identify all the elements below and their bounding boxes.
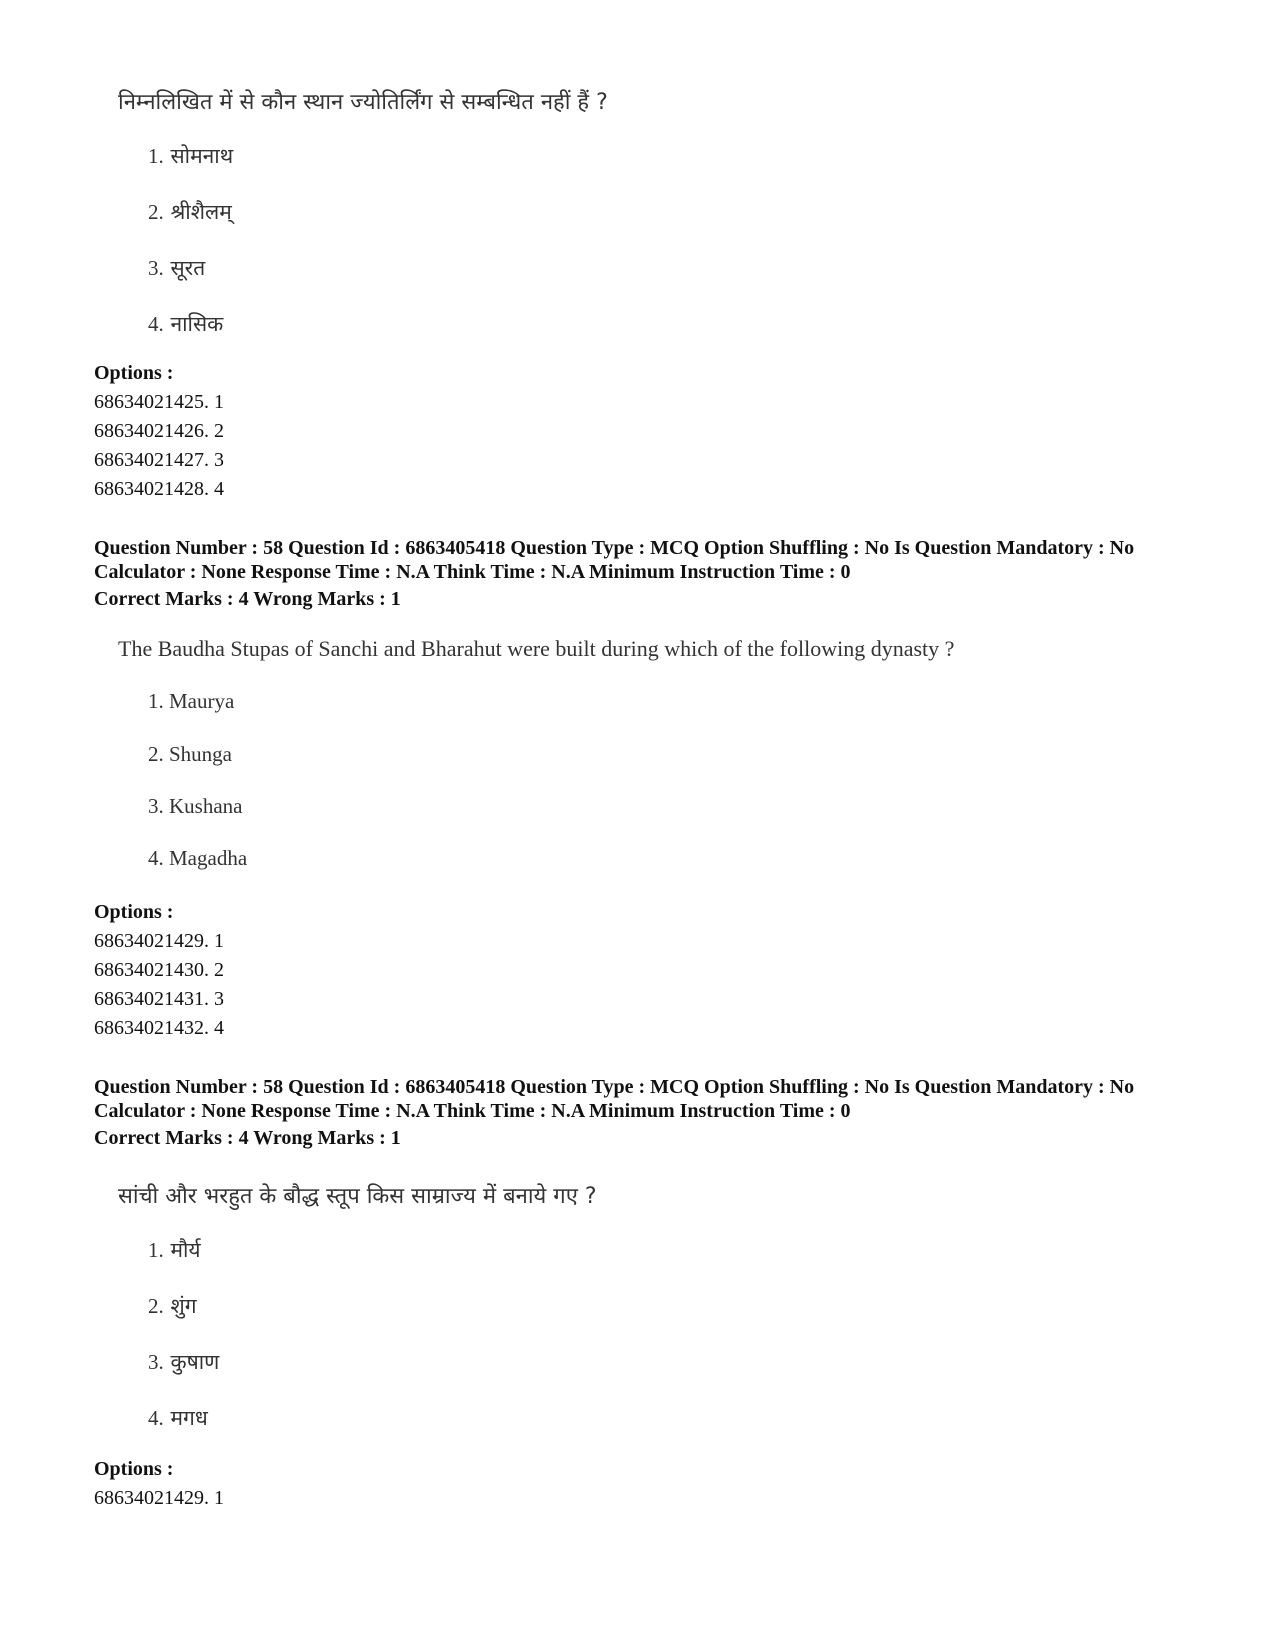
options-label: Options : (94, 901, 174, 923)
choice-4: 4. नासिक (148, 312, 224, 336)
question-meta: Question Number : 58 Question Id : 6863405418 Question Type : MCQ Option Shuffling : No Is Question Mandatory : No Calculator : None Response Time : N.A Think Time : N.A Minimum Instruction Time : 0 (94, 1076, 1135, 1122)
choice-3: 3. Kushana (148, 794, 243, 818)
marks-line: Correct Marks : 4 Wrong Marks : 1 (94, 588, 401, 610)
choice-1: 1. सोमनाथ (148, 144, 234, 168)
options-label: Options : (94, 1458, 174, 1480)
choice-1: 1. Maurya (148, 689, 235, 713)
choice-4: 4. मगध (148, 1406, 208, 1430)
choice-3: 3. कुषाण (148, 1350, 220, 1374)
option-id: 68634021426. 2 (94, 420, 224, 442)
question-text-hindi-stupas: सांची और भरहुत के बौद्ध स्तूप किस साम्राज्य में बनाये गए ? (118, 1184, 597, 1209)
option-id: 68634021425. 1 (94, 391, 224, 413)
option-id: 68634021428. 4 (94, 478, 224, 500)
choice-2: 2. श्रीशैलम् (148, 200, 232, 224)
choice-2: 2. Shunga (148, 742, 232, 766)
option-id: 68634021427. 3 (94, 449, 224, 471)
question-meta: Question Number : 58 Question Id : 6863405418 Question Type : MCQ Option Shuffling : No Is Question Mandatory : No Calculator : None Response Time : N.A Think Time : N.A Minimum Instruction Time : 0 (94, 537, 1135, 583)
choice-3: 3. सूरत (148, 256, 206, 280)
choice-2: 2. शुंग (148, 1294, 197, 1318)
option-id: 68634021430. 2 (94, 959, 224, 981)
choice-4: 4. Magadha (148, 846, 248, 870)
options-label: Options : (94, 362, 174, 384)
option-id: 68634021429. 1 (94, 1487, 224, 1509)
option-id: 68634021432. 4 (94, 1017, 224, 1039)
question-text-english-stupas: The Baudha Stupas of Sanchi and Bharahut were built during which of the following dynasty ? (118, 636, 955, 661)
marks-line: Correct Marks : 4 Wrong Marks : 1 (94, 1127, 401, 1149)
choice-1: 1. मौर्य (148, 1238, 201, 1262)
option-id: 68634021431. 3 (94, 988, 224, 1010)
question-text-hindi-jyotirlinga: निम्नलिखित में से कौन स्थान ज्योतिर्लिंग से सम्बन्धित नहीं हैं ? (118, 90, 608, 115)
option-id: 68634021429. 1 (94, 930, 224, 952)
